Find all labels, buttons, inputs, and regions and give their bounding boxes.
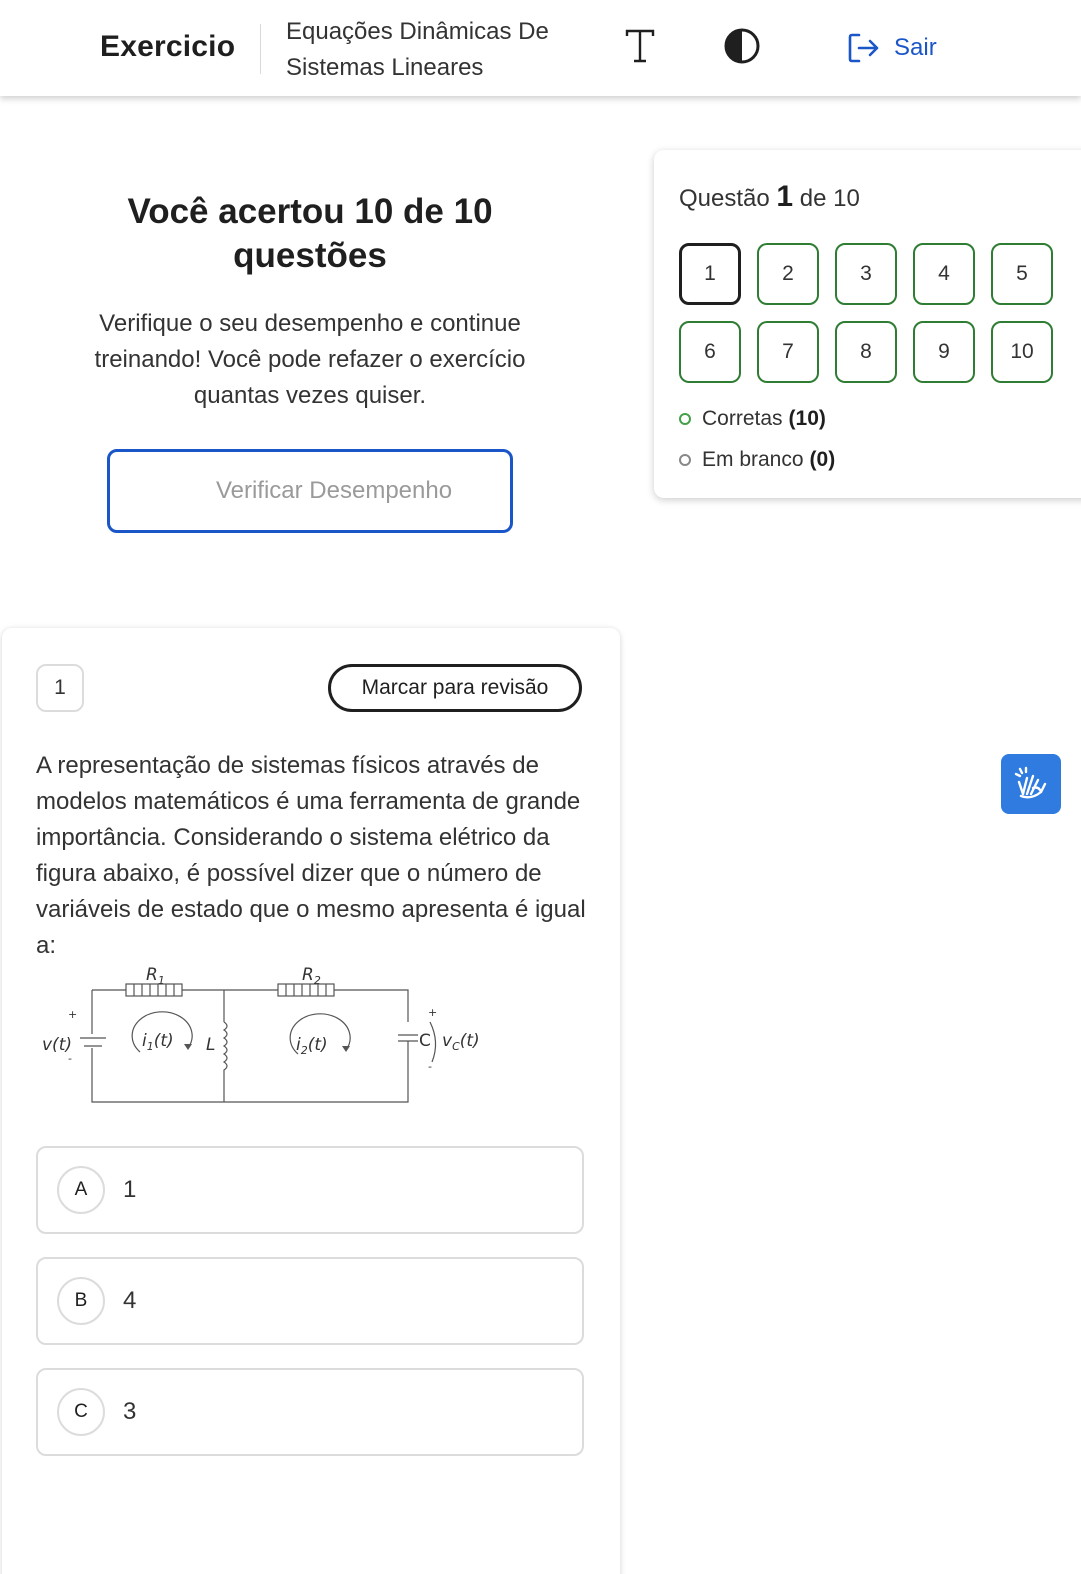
legend-correct bbox=[679, 407, 826, 431]
question-button-3[interactable]: 3 bbox=[835, 243, 897, 305]
source-plus: + bbox=[68, 1008, 78, 1021]
top-header bbox=[0, 0, 1081, 96]
header-divider bbox=[260, 24, 261, 74]
check-performance-button[interactable]: Verificar Desempenho bbox=[107, 449, 513, 533]
option-b[interactable] bbox=[36, 1257, 584, 1345]
question-button-1[interactable]: 1 bbox=[679, 243, 741, 305]
question-navigator bbox=[654, 150, 1081, 498]
legend-blank bbox=[679, 448, 835, 472]
option-a[interactable] bbox=[36, 1146, 584, 1234]
question-number: 1 bbox=[36, 664, 84, 712]
correct-count: (10) bbox=[788, 407, 826, 430]
option-value: 3 bbox=[123, 1398, 137, 1425]
source-label: v(t) bbox=[42, 1035, 72, 1055]
option-c[interactable] bbox=[36, 1368, 584, 1456]
blank-label: Em branco bbox=[702, 448, 804, 471]
option-letter: C bbox=[57, 1388, 105, 1436]
option-value: 1 bbox=[123, 1176, 137, 1203]
capacitor-label: C bbox=[419, 1031, 431, 1051]
subject-title: Equações Dinâmicas De Sistemas Lineares bbox=[286, 18, 549, 81]
logout-button[interactable] bbox=[846, 28, 937, 68]
navigator-suffix: de 10 bbox=[799, 185, 860, 212]
question-button-2[interactable]: 2 bbox=[757, 243, 819, 305]
i1-label: $i_1(t)$ bbox=[142, 1031, 174, 1053]
contrast-button[interactable] bbox=[722, 26, 762, 66]
sign-language-icon bbox=[1011, 764, 1051, 804]
correct-label: Corretas bbox=[702, 407, 783, 430]
blank-dot-icon bbox=[679, 454, 691, 466]
question-button-9[interactable]: 9 bbox=[913, 321, 975, 383]
option-value: 4 bbox=[123, 1287, 137, 1314]
question-button-7[interactable]: 7 bbox=[757, 321, 819, 383]
r2-label: $R_2$ bbox=[302, 965, 321, 987]
inductor-label: L bbox=[206, 1035, 216, 1055]
question-button-6[interactable]: 6 bbox=[679, 321, 741, 383]
font-size-button[interactable] bbox=[622, 24, 658, 68]
i2-label: $i_2(t)$ bbox=[296, 1035, 328, 1057]
contrast-icon bbox=[722, 26, 762, 66]
question-button-8[interactable]: 8 bbox=[835, 321, 897, 383]
option-letter: A bbox=[57, 1166, 105, 1214]
circuit-figure bbox=[38, 962, 498, 1112]
option-letter: B bbox=[57, 1277, 105, 1325]
text-size-icon bbox=[622, 24, 658, 68]
question-button-5[interactable]: 5 bbox=[991, 243, 1053, 305]
correct-dot-icon bbox=[679, 413, 691, 425]
logout-label: Sair bbox=[894, 34, 937, 61]
result-description: Verifique o seu desempenho e continue treinando! Você pode refazer o exercício quantas vezes quiser. bbox=[94, 310, 526, 409]
r1-label: $R_1$ bbox=[146, 965, 165, 987]
brand-title: Exercicio bbox=[100, 30, 236, 63]
question-card bbox=[2, 628, 620, 1574]
accessibility-button[interactable] bbox=[1001, 754, 1061, 814]
source-minus: - bbox=[68, 1052, 72, 1065]
question-button-10[interactable]: 10 bbox=[991, 321, 1053, 383]
result-title: Você acertou 10 de 10 questões bbox=[127, 192, 493, 275]
vc-plus: + bbox=[428, 1006, 438, 1019]
question-button-4[interactable]: 4 bbox=[913, 243, 975, 305]
question-text: A representação de sistemas físicos através de modelos matemáticos é uma ferramenta de grande importância. Considerando o sistema elétrico da figura abaixo, é possível dizer que o número de variáveis de estado que o mesmo apresenta é igual a: bbox=[36, 752, 586, 959]
blank-count: (0) bbox=[809, 448, 836, 471]
vc-label: $v_C(t)$ bbox=[442, 1031, 480, 1053]
navigator-title bbox=[679, 180, 860, 214]
navigator-prefix: Questão bbox=[679, 185, 770, 212]
logout-icon bbox=[846, 30, 882, 66]
vc-minus: - bbox=[428, 1060, 432, 1073]
navigator-current: 1 bbox=[776, 180, 794, 213]
mark-review-button[interactable]: Marcar para revisão bbox=[328, 664, 582, 712]
